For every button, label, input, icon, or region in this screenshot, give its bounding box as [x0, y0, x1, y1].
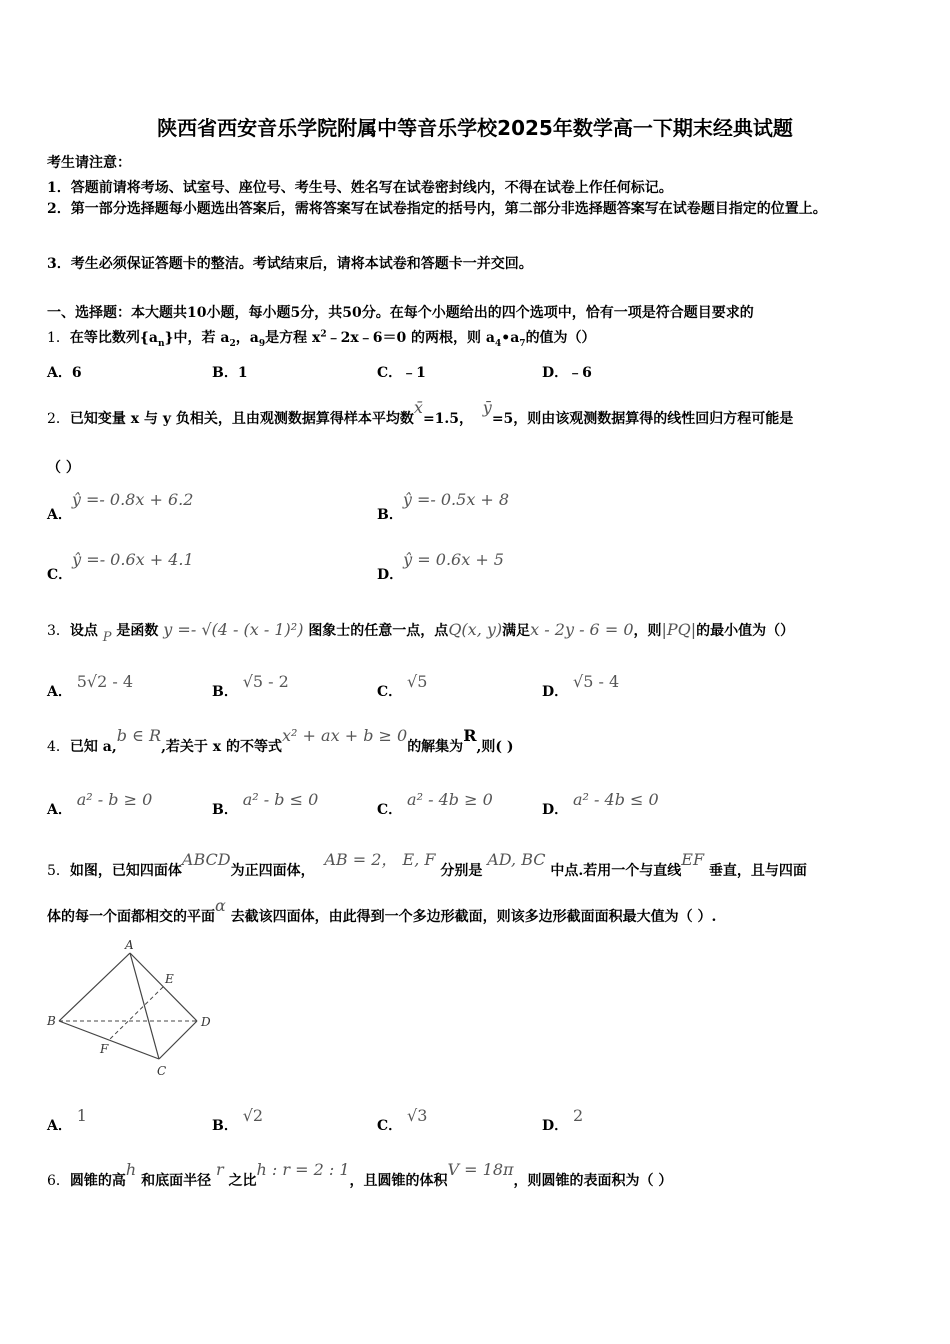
label-f: F [100, 1042, 109, 1056]
question-6: 6．圆锥的高h 和底面半径 r 之比h : r = 2 : 1，且圆锥的体积V = 18π，则圆锥的表面积为（ ） [47, 1160, 673, 1189]
q4-option-c[interactable]: C． a² - 4b ≥ 0 [377, 790, 493, 818]
q1-option-b[interactable]: B．1 [212, 365, 248, 381]
q4-option-b[interactable]: B． a² - b ≤ 0 [212, 790, 319, 818]
q2-option-a[interactable]: A．ŷ =- 0.8x + 6.2 [47, 490, 194, 523]
question-5-line-2: 体的每一个面都相交的平面α 去截该四面体，由此得到一个多边形截面，则该多边形截面面积最大值为（ ）. [47, 896, 717, 925]
question-5: 5．如图，已知四面体ABCD为正四面体， AB = 2， E, F 分别是 AD, BC 中点.若用一个与直线EF 垂直，且与四面 [47, 850, 807, 879]
section-heading: 一、选择题：本大题共10小题，每小题5分，共50分。在每个小题给出的四个选项中，恰有一项是符合题目要求的 [47, 305, 754, 321]
notice-item-1: 1．答题前请将考场、试室号、座位号、考生号、姓名写在试卷密封线内，不得在试卷上作任何标记。 [47, 180, 673, 196]
exam-title: 陕西省西安音乐学院附属中等音乐学校2025年数学高一下期末经典试题 [157, 116, 793, 140]
q1-option-a[interactable]: A．6 [47, 365, 82, 381]
q3-option-c[interactable]: C． √5 [377, 672, 428, 700]
q5-option-b[interactable]: B． √2 [212, 1106, 264, 1134]
label-b: B [47, 1014, 56, 1028]
q5-option-d[interactable]: D． 2 [542, 1106, 584, 1134]
tetrahedron-figure [45, 935, 220, 1080]
notice-heading: 考生请注意： [47, 155, 131, 171]
question-1: 1．在等比数列$\{a_n\}$中，若 $a_2$，$a_9$是方程 $x^2﹣2x﹣6=0$ 的两根，则 $a_4•a_7$的值为（） [47, 329, 596, 349]
q2-option-b[interactable]: B．ŷ =- 0.5x + 8 [377, 490, 510, 523]
question-number: 1． [47, 330, 70, 346]
q3-option-d[interactable]: D． √5 - 4 [542, 672, 620, 700]
question-3: 3．设点 P 是函数 y =- √(4 - (x - 1)²) 图象士的任意一点，点Q(x, y)满足x - 2y - 6 = 0，则|PQ|的最小值为（） [47, 620, 795, 645]
x-bar: x̄ [413, 398, 423, 417]
question-2: 2．已知变量 x 与 y 负相关，且由观测数据算得样本平均数x̄=1.5， ȳ=5，则由该观测数据算得的线性回归方程可能是 [47, 398, 794, 427]
q3-option-a[interactable]: A． 5√2 - 4 [47, 672, 134, 700]
q4-option-a[interactable]: A． a² - b ≥ 0 [47, 790, 153, 818]
function-expression: y =- √(4 - (x - 1)²) [163, 620, 304, 639]
label-d: D [201, 1015, 211, 1029]
label-e: E [165, 972, 174, 986]
q1-option-d[interactable]: D．﹣6 [542, 365, 592, 381]
question-2-paren: （ ） [47, 460, 80, 476]
question-4: 4．已知 a,b ∈ R,若关于 x 的不等式x² + ax + b ≥ 0的解集为R,则( ) [47, 726, 514, 755]
q2-option-c[interactable]: C．ŷ =- 0.6x + 4.1 [47, 550, 194, 583]
notice-item-3: 3．考生必须保证答题卡的整洁。考试结束后，请将本试卷和答题卡一并交回。 [47, 256, 533, 272]
q5-option-a[interactable]: A． 1 [47, 1106, 87, 1134]
q5-option-c[interactable]: C． √3 [377, 1106, 428, 1134]
q2-option-d[interactable]: D．ŷ = 0.6x + 5 [377, 550, 504, 583]
q3-option-b[interactable]: B． √5 - 2 [212, 672, 289, 700]
label-c: C [157, 1064, 167, 1078]
label-a: A [125, 938, 134, 952]
q4-option-d[interactable]: D． a² - 4b ≤ 0 [542, 790, 659, 818]
notice-item-2: 2．第一部分选择题每小题选出答案后，需将答案写在试卷指定的括号内，第二部分非选择题答案写在试卷题目指定的位置上。 [47, 201, 827, 217]
y-bar: ȳ [482, 398, 492, 417]
q1-option-c[interactable]: C．﹣1 [377, 365, 426, 381]
